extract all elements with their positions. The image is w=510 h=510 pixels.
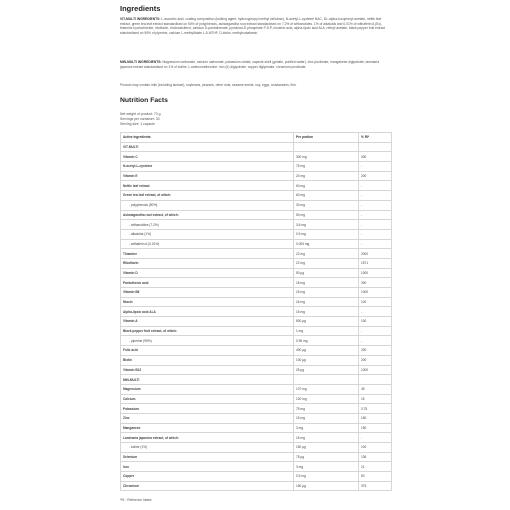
portion-cell: 30 mg	[294, 200, 359, 210]
ri-cell: 21	[359, 462, 392, 472]
vit-multi-label: VIT-MULTI INGREDIENTS:	[120, 17, 161, 21]
table-row	[121, 171, 392, 181]
portion-cell: 15 mg	[294, 288, 359, 298]
portion-cell: 22 mg	[294, 249, 359, 259]
portion-cell: 0.5 mg	[294, 229, 359, 239]
ingredient-cell: - polyphenols (50%)	[121, 200, 294, 210]
table-row	[121, 258, 392, 268]
portion-cell: 0.95 mg	[294, 336, 359, 346]
table-row	[121, 142, 392, 152]
ri-cell: 200	[359, 355, 392, 365]
ri-cell: -	[359, 307, 392, 317]
portion-cell: 15 mg	[294, 433, 359, 443]
table-row	[121, 472, 392, 482]
ingredient-cell: MIN-MULTI	[121, 375, 294, 385]
ingredient-cell: Calcium	[121, 394, 294, 404]
portion-cell: 3 mg	[294, 423, 359, 433]
portion-cell: 50 mg	[294, 210, 359, 220]
ingredient-cell: Copper	[121, 472, 294, 482]
ri-cell: 1000	[359, 288, 392, 298]
ri-cell: 150	[359, 423, 392, 433]
portion-cell: 22 mg	[294, 258, 359, 268]
table-row	[121, 462, 392, 472]
ri-cell: -	[359, 239, 392, 249]
portion-cell: 15 mg	[294, 413, 359, 423]
ri-cell: 2000	[359, 249, 392, 259]
ingredient-cell: - piperine (95%)	[121, 336, 294, 346]
portion-cell: 16 mg	[294, 297, 359, 307]
ingredient-cell: N-acetyl-L-cysteine	[121, 162, 294, 172]
ri-cell: 100	[359, 317, 392, 327]
vit-multi-ingredients	[120, 17, 388, 35]
nutrition-table	[120, 132, 392, 491]
ingredient-cell: - alkaloids (1%)	[121, 229, 294, 239]
table-row	[121, 394, 392, 404]
table-row	[121, 288, 392, 298]
ri-cell: 100	[359, 297, 392, 307]
nutrition-facts-heading: Nutrition Facts	[120, 97, 168, 104]
ingredient-cell: Alpha-lipoic acid ALA	[121, 307, 294, 317]
ingredient-cell: Folic acid	[121, 346, 294, 356]
portion-cell: 120 mg	[294, 394, 359, 404]
portion-cell: 0.005 mg	[294, 239, 359, 249]
table-row	[121, 326, 392, 336]
min-multi-label: MIN-MULTI INGREDIENTS:	[120, 60, 162, 64]
header-per-portion: Per portion	[294, 133, 359, 143]
ingredient-cell: Ashwagandha root extract, of which:	[121, 210, 294, 220]
table-row	[121, 181, 392, 191]
table-row	[121, 481, 392, 491]
table-row	[121, 413, 392, 423]
ri-cell: 1000	[359, 365, 392, 375]
table-row	[121, 239, 392, 249]
portion-cell: 60 mg	[294, 191, 359, 201]
ingredient-cell: Niacin	[121, 297, 294, 307]
ri-cell: -	[359, 220, 392, 230]
portion-cell: 18 mg	[294, 278, 359, 288]
ri-cell: 400	[359, 152, 392, 162]
ri-cell: 3.75	[359, 404, 392, 414]
ingredient-cell: Magnesium	[121, 384, 294, 394]
header-active-ingredients: Active ingredients	[121, 133, 294, 143]
ingredient-cell: Vitamin B6	[121, 288, 294, 298]
portion-cell	[294, 375, 359, 385]
allergen-note: Product may contain milk (including lactose), soybeans, peanuts, other nuts, sesame seeds, soy, eggs, crustaceans, fish.	[120, 83, 297, 87]
portion-cell: 75 µg	[294, 452, 359, 462]
ingredient-cell: Iron	[121, 462, 294, 472]
table-row	[121, 152, 392, 162]
table-row	[121, 452, 392, 462]
ri-cell: 15	[359, 394, 392, 404]
table-row	[121, 375, 392, 385]
ri-cell: -	[359, 229, 392, 239]
ri-cell	[359, 375, 392, 385]
ri-cell: 100	[359, 443, 392, 453]
table-row	[121, 162, 392, 172]
nutrition-meta	[120, 112, 161, 127]
vit-multi-text: L-ascorbic acid, coating composition (bulking agent: hydroxypropyl methyl cellulose), N-acetyl-L-cysteine NAC, DL-alpha-tocopheryl acetate, nettle leaf extract, green tea leaf extract standardised on 50% of polyphenols, ashwagandha root extract standardised on 7.2% of withanolides, 1% of alkaloids and 0.01% of withaferin A (Ec), thiamine hydrochloride, riboflavin, cholecalciferol, calcium D-pantothenate, pyridoxal-5'-phosphate P-5-P, nicotinic acid, alpha-lipoic acid ALA, retinyl acetate, black pepper fruit extract standardised on 95% of piperine, calcium L-methylfolate L-5-MTHF, D-biotin, methylcobalamin.	[120, 17, 386, 35]
ingredient-cell: - iodine (1%)	[121, 443, 294, 453]
portion-cell: 25 µg	[294, 365, 359, 375]
ri-cell: 136	[359, 452, 392, 462]
table-row	[121, 355, 392, 365]
table-row	[121, 210, 392, 220]
ingredient-cell: Manganese	[121, 423, 294, 433]
net-weight: Net weight of product: 73 g	[120, 112, 161, 116]
table-row	[121, 249, 392, 259]
table-row	[121, 336, 392, 346]
ingredient-cell: - withaferin A (0.01%)	[121, 239, 294, 249]
header-ri: % RI*	[359, 133, 392, 143]
ri-cell: 375	[359, 481, 392, 491]
table-row	[121, 220, 392, 230]
ingredient-cell: Pantothenic acid	[121, 278, 294, 288]
ri-cell: -	[359, 200, 392, 210]
ingredient-cell: VIT-MULTI	[121, 142, 294, 152]
portion-cell: 800 µg	[294, 317, 359, 327]
ingredient-cell: Potassium	[121, 404, 294, 414]
table-row	[121, 443, 392, 453]
ingredient-cell: Vitamin C	[121, 152, 294, 162]
ingredient-cell: Green tea leaf extract, of which:	[121, 191, 294, 201]
portion-cell: 15 mg	[294, 307, 359, 317]
table-row	[121, 268, 392, 278]
portion-cell: 150 µg	[294, 443, 359, 453]
ri-footnote: *RI - Reference Intake	[120, 498, 152, 502]
portion-cell	[294, 142, 359, 152]
portion-cell: 3 mg	[294, 462, 359, 472]
ingredient-cell: Chromium	[121, 481, 294, 491]
ingredients-heading: Ingredients	[120, 4, 161, 13]
table-row	[121, 278, 392, 288]
ri-cell: -	[359, 433, 392, 443]
table-row	[121, 346, 392, 356]
ingredient-cell: Vitamin E	[121, 171, 294, 181]
table-row	[121, 433, 392, 443]
ingredient-cell: Black pepper fruit extract, of which:	[121, 326, 294, 336]
table-row	[121, 423, 392, 433]
portion-cell: 3.6 mg	[294, 220, 359, 230]
portion-cell: 300 mg	[294, 152, 359, 162]
portion-cell: 50 µg	[294, 268, 359, 278]
table-row	[121, 297, 392, 307]
table-row	[121, 404, 392, 414]
ri-cell: -	[359, 191, 392, 201]
portion-cell: 0.5 mg	[294, 472, 359, 482]
ri-cell: -	[359, 162, 392, 172]
ri-cell: -	[359, 326, 392, 336]
ingredient-cell: Nettle leaf extract	[121, 181, 294, 191]
ri-cell: -	[359, 181, 392, 191]
ri-cell	[359, 142, 392, 152]
ri-cell: -	[359, 336, 392, 346]
ri-cell: 45	[359, 384, 392, 394]
ri-cell: 1571	[359, 258, 392, 268]
table-row	[121, 317, 392, 327]
ri-cell: 150	[359, 413, 392, 423]
ri-cell: -	[359, 210, 392, 220]
ri-cell: 1000	[359, 268, 392, 278]
ingredient-cell: Vitamin B12	[121, 365, 294, 375]
ingredient-cell: Selenium	[121, 452, 294, 462]
table-row	[121, 307, 392, 317]
ingredient-cell: Biotin	[121, 355, 294, 365]
ingredient-cell: - withanolides (7.2%)	[121, 220, 294, 230]
table-row	[121, 229, 392, 239]
min-multi-ingredients	[120, 60, 388, 69]
portion-cell: 1 mg	[294, 326, 359, 336]
ingredient-cell: Vitamin D	[121, 268, 294, 278]
portion-cell: 170 mg	[294, 384, 359, 394]
portion-cell: 400 µg	[294, 346, 359, 356]
ri-cell: 300	[359, 278, 392, 288]
table-row	[121, 191, 392, 201]
ingredient-cell: Zinc	[121, 413, 294, 423]
ri-cell: 200	[359, 346, 392, 356]
portion-cell: 75 mg	[294, 162, 359, 172]
ingredient-cell: Laminaria japonica extract, of which:	[121, 433, 294, 443]
portion-cell: 24 mg	[294, 171, 359, 181]
ingredient-cell: Riboflavin	[121, 258, 294, 268]
table-row	[121, 200, 392, 210]
ri-cell: 50	[359, 472, 392, 482]
serving-size: Serving size: 1 capsule	[120, 122, 155, 126]
ingredient-cell: Vitamin A	[121, 317, 294, 327]
portion-cell: 75 mg	[294, 404, 359, 414]
nutrition-table-header	[121, 133, 392, 143]
servings-per-container: Servings per container: 30	[120, 117, 160, 121]
ri-cell: 200	[359, 171, 392, 181]
portion-cell: 100 µg	[294, 355, 359, 365]
portion-cell: 150 µg	[294, 481, 359, 491]
table-row	[121, 365, 392, 375]
table-row	[121, 384, 392, 394]
ingredient-cell: Thiamine	[121, 249, 294, 259]
min-multi-text: Magnesium carbonate, calcium carbonate, potassium citrate, capsule shell (gelatin, purified water), zinc picolinate, manganese diglycinate, laminaria japonica extract standardised on 1% of iodine, L-selenomethionine, iron (II) diglycinate, copper diglycinate, chromium picolinate.	[120, 60, 380, 69]
portion-cell: 60 mg	[294, 181, 359, 191]
